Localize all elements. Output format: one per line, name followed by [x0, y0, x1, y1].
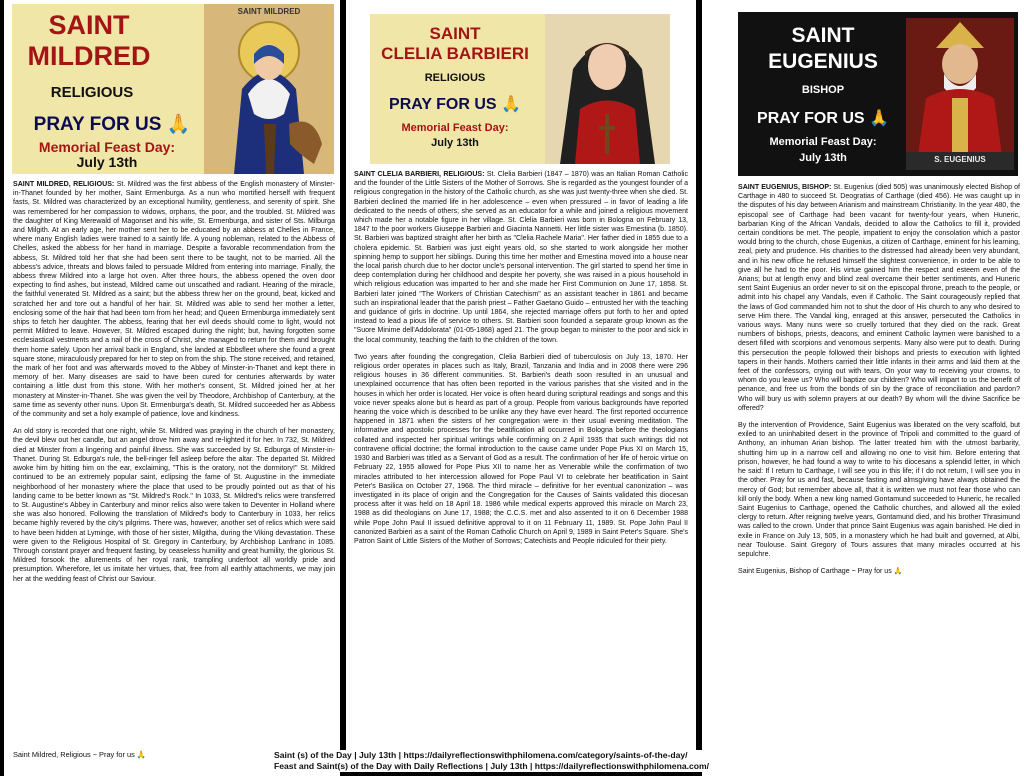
clelia-para-1: SAINT CLELIA BARBIERI, RELIGIOUS: St. Clelia Barbieri (1847 – 1870) was an Italian Roman Catholic and the founder of the Little Sisters of the Mother of Sorrows. She is regarded as the youngest founder of a religious congregation in the history of the Catholic church, as she was just twenty-three when she died. St. Barbieri declined the married life in her adolescence – even when pressured – in favor of leading a life dedicated to the needs of others; she served as an educator for a while and joined a religious movement which made her a notable figure in her village. St. Clelia Barbieri was born in Bologna on February 13, 1847 to the poor workers Giuseppe Barbieri and Giacinta Nannetti. Her little sister was Ernestina (b. 1850). St. Barbieri was baptized straight after her birth as "Clelia Rachele Maria". Her father died in 1855 due to a cholera epidemic. St. Barbieri was just eight years old, so she started to work alongside her mother spinning hemp to support her siblings. During this time her mother and Ernestina moved into a house near the local parish church due to her doctor uncle's personal intervention. The girl started to spend her time in deep contemplation during her childhood and despite her poverty, she was raised in a pious household in which religious education was imparted to her and she made her First Communion on June 17, 1858. St. Barbieri later joined "The Workers of Christian Catechism" as an assistant teacher in 1861 and became such an inspirational leader that the parish priest – Father Gaetano Guido – entrusted her with the teaching and guidance of girls in doctrine. Up until 1864, she rejected marriage offers put forth to her and opted instead to lead a pious life of service to others. St. Barbieri soon founded a separate group known as the "Suore Minime dell'Addolorata" (01-05-1868) aged 21. The group began to minister to the poor and sick in the local community, teaching the faith to the children of the town. [354, 171, 689, 344]
mildred-feast-date: July 13th [76, 154, 138, 170]
eugenius-title-1: SAINT [791, 24, 855, 47]
eugenius-lead: SAINT EUGENIUS, BISHOP: [738, 184, 832, 191]
mildred-banner [12, 4, 334, 174]
clelia-text [354, 170, 688, 554]
eugenius-banner [738, 12, 1018, 176]
eugenius-pray: PRAY FOR US 🙏 [757, 110, 889, 127]
eugenius-text [738, 183, 1020, 584]
eugenius-feast-date: July 13th [799, 152, 847, 164]
clelia-feast-label: Memorial Feast Day: [401, 122, 509, 134]
eugenius-portrait [906, 18, 1014, 170]
mildred-para-1: SAINT MILDRED, RELIGIOUS: St. Mildred was the first abbess of the English monastery of Minster-in-Thanet founded by her mother, Saint Ermenburga. As a nun who mortified herself with frequent fasts, St. Mildred was characterized by an exceptional humility, gentleness, and serenity of spirit. She was remembered for her compassion to widows, orphans, the poor, and the troubled. St. Mildred was the daughter of King Merewald of Magonset and his wife, St. Ermenburga, and sister of Sts. Milburga and Milgith. At an early age, her mother sent her to be educated by an abbess at Chelles in France, where many English ladies were trained to a saintly life. A young nobleman, related to the Abbess of Chelles, asked the abbess for her hand in marriage. Despite a favorable recommendation from the abbess, St. Mildred told her that she had been sent there to be taught, not to be married. All the abbess's advice, threats and blows failed to persuade Mildred from entering into marriage. Finally, the abbess threw Mildred into a large hot oven. After three hours, the abbess opened the oven door expecting to find ashes, but instead, Mildred came out unscathed and radiant. Hearing of the miracle, the faithful venerated St. Mildred as a saint; but the abbess threw her on the ground, beat, kicked and scratched her and tore out a handful of her hair. St. Mildred was able to send her mother a letter, enclosing some of the hair that had been torn from her head; and Queen Ermenburga immediately sent ships to fetch her daughter. The abbess, fearing that her evil deeds should come to light, would not permit Mildred to leave. However, St. Mildred escaped during the night; but, having forgotten some ecclesiastical vestments and a nail of the cross of Christ, she managed to return for them and brought them home safely. Upon her arrival back in England, she landed at Ebbsfleet where she found a great square stone, miraculously prepared for her to step on from the ship. The stone received, and retained, the mark of her foot and was afterwards moved to the Abbey of Minster-in-Thanet and kept there in memory of her. Many diseases are said to have been cured for centuries afterwards by water containing a little dust from this stone. With her mother's consent, St. Mildred joined her at her monastery at Minster-in-Thanet. She was given the veil by Theodore, Archbishop of Canterbury, at the same time as seventy other nuns. Upon St. Ermenburga's death, St. Mildred succeeded her as Abbess of the community and set a holy example of patience, love and kindness. [13, 181, 335, 419]
clelia-pray: PRAY FOR US 🙏 [389, 96, 521, 113]
mildred-text [13, 180, 335, 592]
saint-mildred-panel [4, 0, 340, 776]
eugenius-para-1: SAINT EUGENIUS, BISHOP: St. Eugenius (died 505) was unanimously elected Bishop of Carthage in 480 to succeed St. Deogratias of Carthage (died 456). He was caught up in the disputes of his day between Arianism and mainstream Christianity. In the year 480, the episcopal see of Carthage had been vacant for twenty-four years, when Huneric, barbarian King of the African Vandals, decided to allow the Catholics to fill it, provided certain conditions be met. The people, impatient to enjoy the consolation which a pastor would bring to the church, chose Eugenius, a citizen of Carthage, eminent for his learning, zeal, piety and prudence. His charities to the distressed had already been very abundant, and in his new office he refused himself the slightest convenience, in order to be able to give all he had to the poor. His virtue gained him the respect and esteem even of the Arians; but at length envy and blind zeal overcame their better sentiments, and Huneric sent Saint Eugenius an order never to sit on the episcopal throne, preach to the people, or admit into his chapel any Vandals, even if Catholic. The Saint courageously replied that the laws of God commanded him not to shut the door of His church to any who desired to serve Him there. The Vandal king, enraged at this answer, persecuted the Catholics in various ways. Many nuns were so cruelly tortured that they died on the rack. Great numbers of bishops, priests, deacons, and eminent Catholic laymen were banished to a desert filled with scorpions and venomous serpents. Many also were put to death. During this persecution the people followed their bishops and priests to execution with lighted tapers in their hands. Mothers carried their little infants in their arms and laid them at the feet of the confessors, crying out with tears, On your way to receiving your crowns, to whom do you leave us? Who will baptize our children? Who will impart to us the benefit of penance, and free us from the bonds of sin by the grace of reconciliation and pardon? Who will bury us with solemn prayers at our death? By whom will the divine Sacrifice be offered? [738, 184, 1021, 412]
eugenius-image [906, 18, 1014, 170]
mildred-portrait [204, 4, 334, 174]
eugenius-para-2: By the intervention of Providence, Saint Eugenius was liberated on the very scaffold, but exiled to an uninhabited desert in the province of Tripoli and committed to the guard of Anthony, an inhuman Arian bishop. The latter treated him with the utmost barbarity, shutting him up in a narrow cell and allowing no one to visit him. Before entering that prison, however, he had found a way to write to his diocesans a splendid letter, in which he said: If I return to Carthage, I will see you in this life; if I do not return, I will see you in the other. Pray for us and fast, because fasting and almsgiving have always obtained the mercy of God; but remember above all, that it is written we must not fear those who can kill only the body. When a new king named Gontamund succeeded to Huneric, he recalled Saint Eugenius to Carthage, opened the Catholic churches, and allowed all the exiled clergy to return. After reigning twelve years, Gontamund died, and his brother Thrasimund was called to the crown. Under that prince Saint Eugenius was again banished. He died in exile in France on July 13, 505, in a monastery which he had built and governed, at Albi, near Toulouse. Saint Gregory of Tours assures that many miracles occurred at his sepulchre. [738, 422, 1020, 558]
clelia-lead: SAINT CLELIA BARBIERI, RELIGIOUS: [354, 171, 485, 178]
mildred-signature: Saint Mildred, Religious ~ Pray for us 🙏 [13, 750, 147, 759]
eugenius-portrait-label: S. EUGENIUS [934, 155, 986, 164]
footer-line-1[interactable]: Saint (s) of the Day | July 13th | https://dailyreflectionswithphilomena.com/category/saints-of-the-day/ [274, 750, 688, 760]
clelia-portrait [545, 14, 670, 164]
clelia-para-2: Two years after founding the congregation, Clelia Barbieri died of tuberculosis on July 13, 1870. Her religious order operates in places such as Italy, Brazil, Tanzania and India and in 2008 there were 296 religious houses in 36 different communities. St. Barbieri's death soon resulted in an unusual and unexplained occurrence that has often been reported in the various parishes that she visited and in the houses in which her order is located. Her voice is often heard during scriptural readings and songs and this voice never speaks alone but is heard as part of a group. People from various backgrounds have reported hearing the voice which is described to be unlike any they have ever heard. The first reported occurrence happened in 1871 when the sisters of her congregation were in their usual evening meditation. The informative and apostolic processes for the beatification all occurred in Bologna before the theologians collated and inspected her spiritual writings while confirming on 2 April 1935 that such writings did not contravene official doctrine; the formal introduction to the cause came under Pope Pius XI on March 15, 1930 and Barbieri was titled as a Servant of God as a result. The confirmation of her life of heroic virtue on February 22, 1955 allowed for Pope Pius XII to name her as Venerable while the confirmation of two miracles attributed to her intercession allowed for Pope Paul VI to celebrate her beatification in Saint Peter's Basilica on October 27, 1968. The third miracle – definitive for her eventual canonization – was investigated in its place of origin and the Congregation for the Causes of Saints validated this diocesan process after it was held on 18 April 18. 1986 while medical experts approved this miracle on March 23, 1988 as did theologians on June 17, 1988; the C.C.S. met and also assented to it on 6 December 1988 while Pope John Paul II issued definitive approval to it on 11 February 11, 1989. St. Pope John Paul II canonized Barbieri as a saint of the Roman Catholic Church on April 9, 1989 in Saint Peter's Square. She's Patron Saint of Little Sisters of the Mother of Sorrows; Catechists and People ridiculed for their piety. [354, 353, 688, 545]
eugenius-signature: Saint Eugenius, Bishop of Carthage ~ Pray for us 🙏 [738, 568, 903, 576]
footer-line-2[interactable]: Feast and Saint(s) of the Day with Daily Reflections | July 13th | https://dailyreflectionswithphilomena.com/ [274, 761, 710, 771]
saint-eugenius-panel [702, 0, 1024, 776]
page-footer [270, 750, 1018, 772]
mildred-feast-label: Memorial Feast Day: [38, 139, 176, 155]
clelia-banner [370, 14, 670, 164]
mildred-pray: PRAY FOR US 🙏 [33, 114, 191, 135]
eugenius-title-2: EUGENIUS [768, 50, 878, 73]
mildred-para-2: An old story is recorded that one night, while St. Mildred was praying in the church of her monastery, the devil blew out her candle, but an angel drove him away and re-lighted it for her. In 732, St. Mildred died at Minster from a lingering and painful illness. She was succeeded by St. Edburga of Minster-in-Thanet. During St. Edburga's rule, the bell-ringer fell asleep before the altar. The departed St. Mildred awoke him by hitting him on the ear, exclaiming, "This is the oratory, not the dormitory!" St. Mildred continued to be an extremely popular saint, eclipsing the fame of St. Augustine in the immediate neighborhood of her monastery where the place that used to be proudly pointed out as that of his landing came to be better known as "St. Mildred's Rock." In 1033, St. Mildred's relics were transferred to St. Augustine's Abbey in Canterbury and minor relics also were taken to Deventer in Holland where she was also honored. Following the translation of Mildred's body to Canterbury in 1033, her relics became highly revered by the city's pilgrims. There was, however, another set of relics which were said to have been hidden at Lyminge, with those of her sister, Milgitha, during the Viking devastation. These were given to the Religious Hospital of St. Gregory in Canterbury, by Archbishop Lanfranc in 1085. Through constant prayer and frequent fasting, by ceaseless humility and great humility, the glorious St. Mildred forsook the allurements of her royal rank, trampling underfoot all worldly pride and presumption. Wherefore, let us imitate her virtues, that, free from all earthly attachments, we may join her at the wedding feast of Christ our Saviour. [13, 428, 335, 583]
mildred-title: SAINT MILDRED [27, 10, 151, 71]
clelia-category: RELIGIOUS [424, 72, 486, 84]
eugenius-category: BISHOP [801, 84, 845, 96]
eugenius-feast-label: Memorial Feast Day: [769, 136, 877, 148]
mildred-lead: SAINT MILDRED, RELIGIOUS: [13, 181, 115, 188]
saint-clelia-panel [346, 0, 696, 756]
clelia-image [545, 14, 670, 164]
mildred-image [204, 4, 334, 174]
clelia-feast-date: July 13th [431, 137, 479, 149]
mildred-portrait-label: SAINT MILDRED [237, 7, 301, 16]
mildred-category: RELIGIOUS [50, 84, 134, 101]
clelia-title-2: CLELIA BARBIERI [381, 44, 529, 63]
clelia-title-1: SAINT [429, 24, 481, 43]
